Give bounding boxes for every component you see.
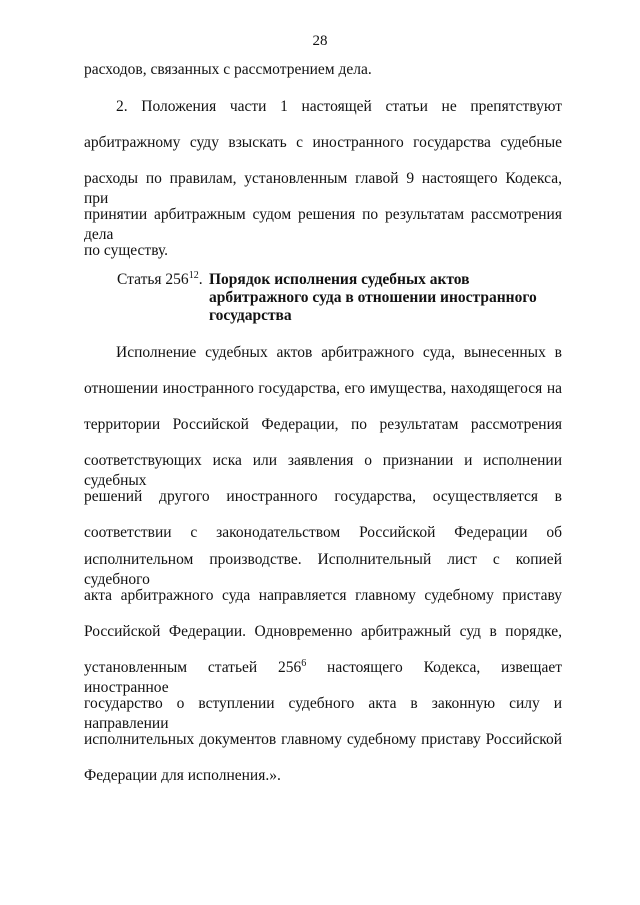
paragraph-line: государство о вступлении судебного акта в законную силу и направлении bbox=[84, 695, 562, 732]
paragraph-line: принятии арбитражным судом решения по результатам рассмотрения дела bbox=[84, 206, 562, 243]
article-title-line: арбитражного суда в отношении иностранного bbox=[209, 289, 537, 306]
paragraph-line: территории Российской Федерации, по результатам рассмотрения bbox=[84, 416, 562, 433]
page-number: 28 bbox=[312, 33, 328, 49]
paragraph-line: акта арбитражного суда направляется главному судебному приставу bbox=[84, 587, 562, 604]
paragraph-line: соответствии с законодательством Российской Федерации об bbox=[84, 524, 562, 541]
paragraph-line: арбитражному суду взыскать с иностранного государства судебные bbox=[84, 134, 562, 151]
paragraph-line: исполнительных документов главному судебному приставу Российской bbox=[84, 731, 562, 748]
article-title-line: Порядок исполнения судебных актов bbox=[209, 271, 470, 288]
article-title bbox=[209, 271, 537, 325]
paragraph-line: расходы по правилам, установленным главой 9 настоящего Кодекса, при bbox=[84, 170, 562, 207]
paragraph-line: 2. Положения части 1 настоящей статьи не препятствуют bbox=[116, 98, 562, 115]
paragraph-line: соответствующих иска или заявления о признании и исполнении судебных bbox=[84, 452, 562, 489]
paragraph-line: установленным статьей $256^6$ настоящего Кодекса, извещает иностранное bbox=[84, 658, 562, 696]
paragraph-line: отношении иностранного государства, его имущества, находящегося на bbox=[84, 380, 562, 397]
paragraph-line: решений другого иностранного государства, осуществляется в bbox=[84, 488, 562, 505]
article-title-line: государства bbox=[209, 307, 292, 324]
paragraph-line: исполнительном производстве. Исполнительный лист с копией судебного bbox=[84, 551, 562, 588]
paragraph-line: Федерации для исполнения.». bbox=[84, 767, 281, 784]
paragraph-line: по существу. bbox=[84, 242, 169, 259]
paragraph-line: Исполнение судебных актов арбитражного суда, вынесенных в bbox=[116, 344, 562, 361]
paragraph-line: расходов, связанных с рассмотрением дела. bbox=[84, 61, 372, 78]
article-label: Статья $256^{12}$. bbox=[117, 270, 203, 288]
paragraph-line: Российской Федерации. Одновременно арбитражный суд в порядке, bbox=[84, 623, 562, 640]
